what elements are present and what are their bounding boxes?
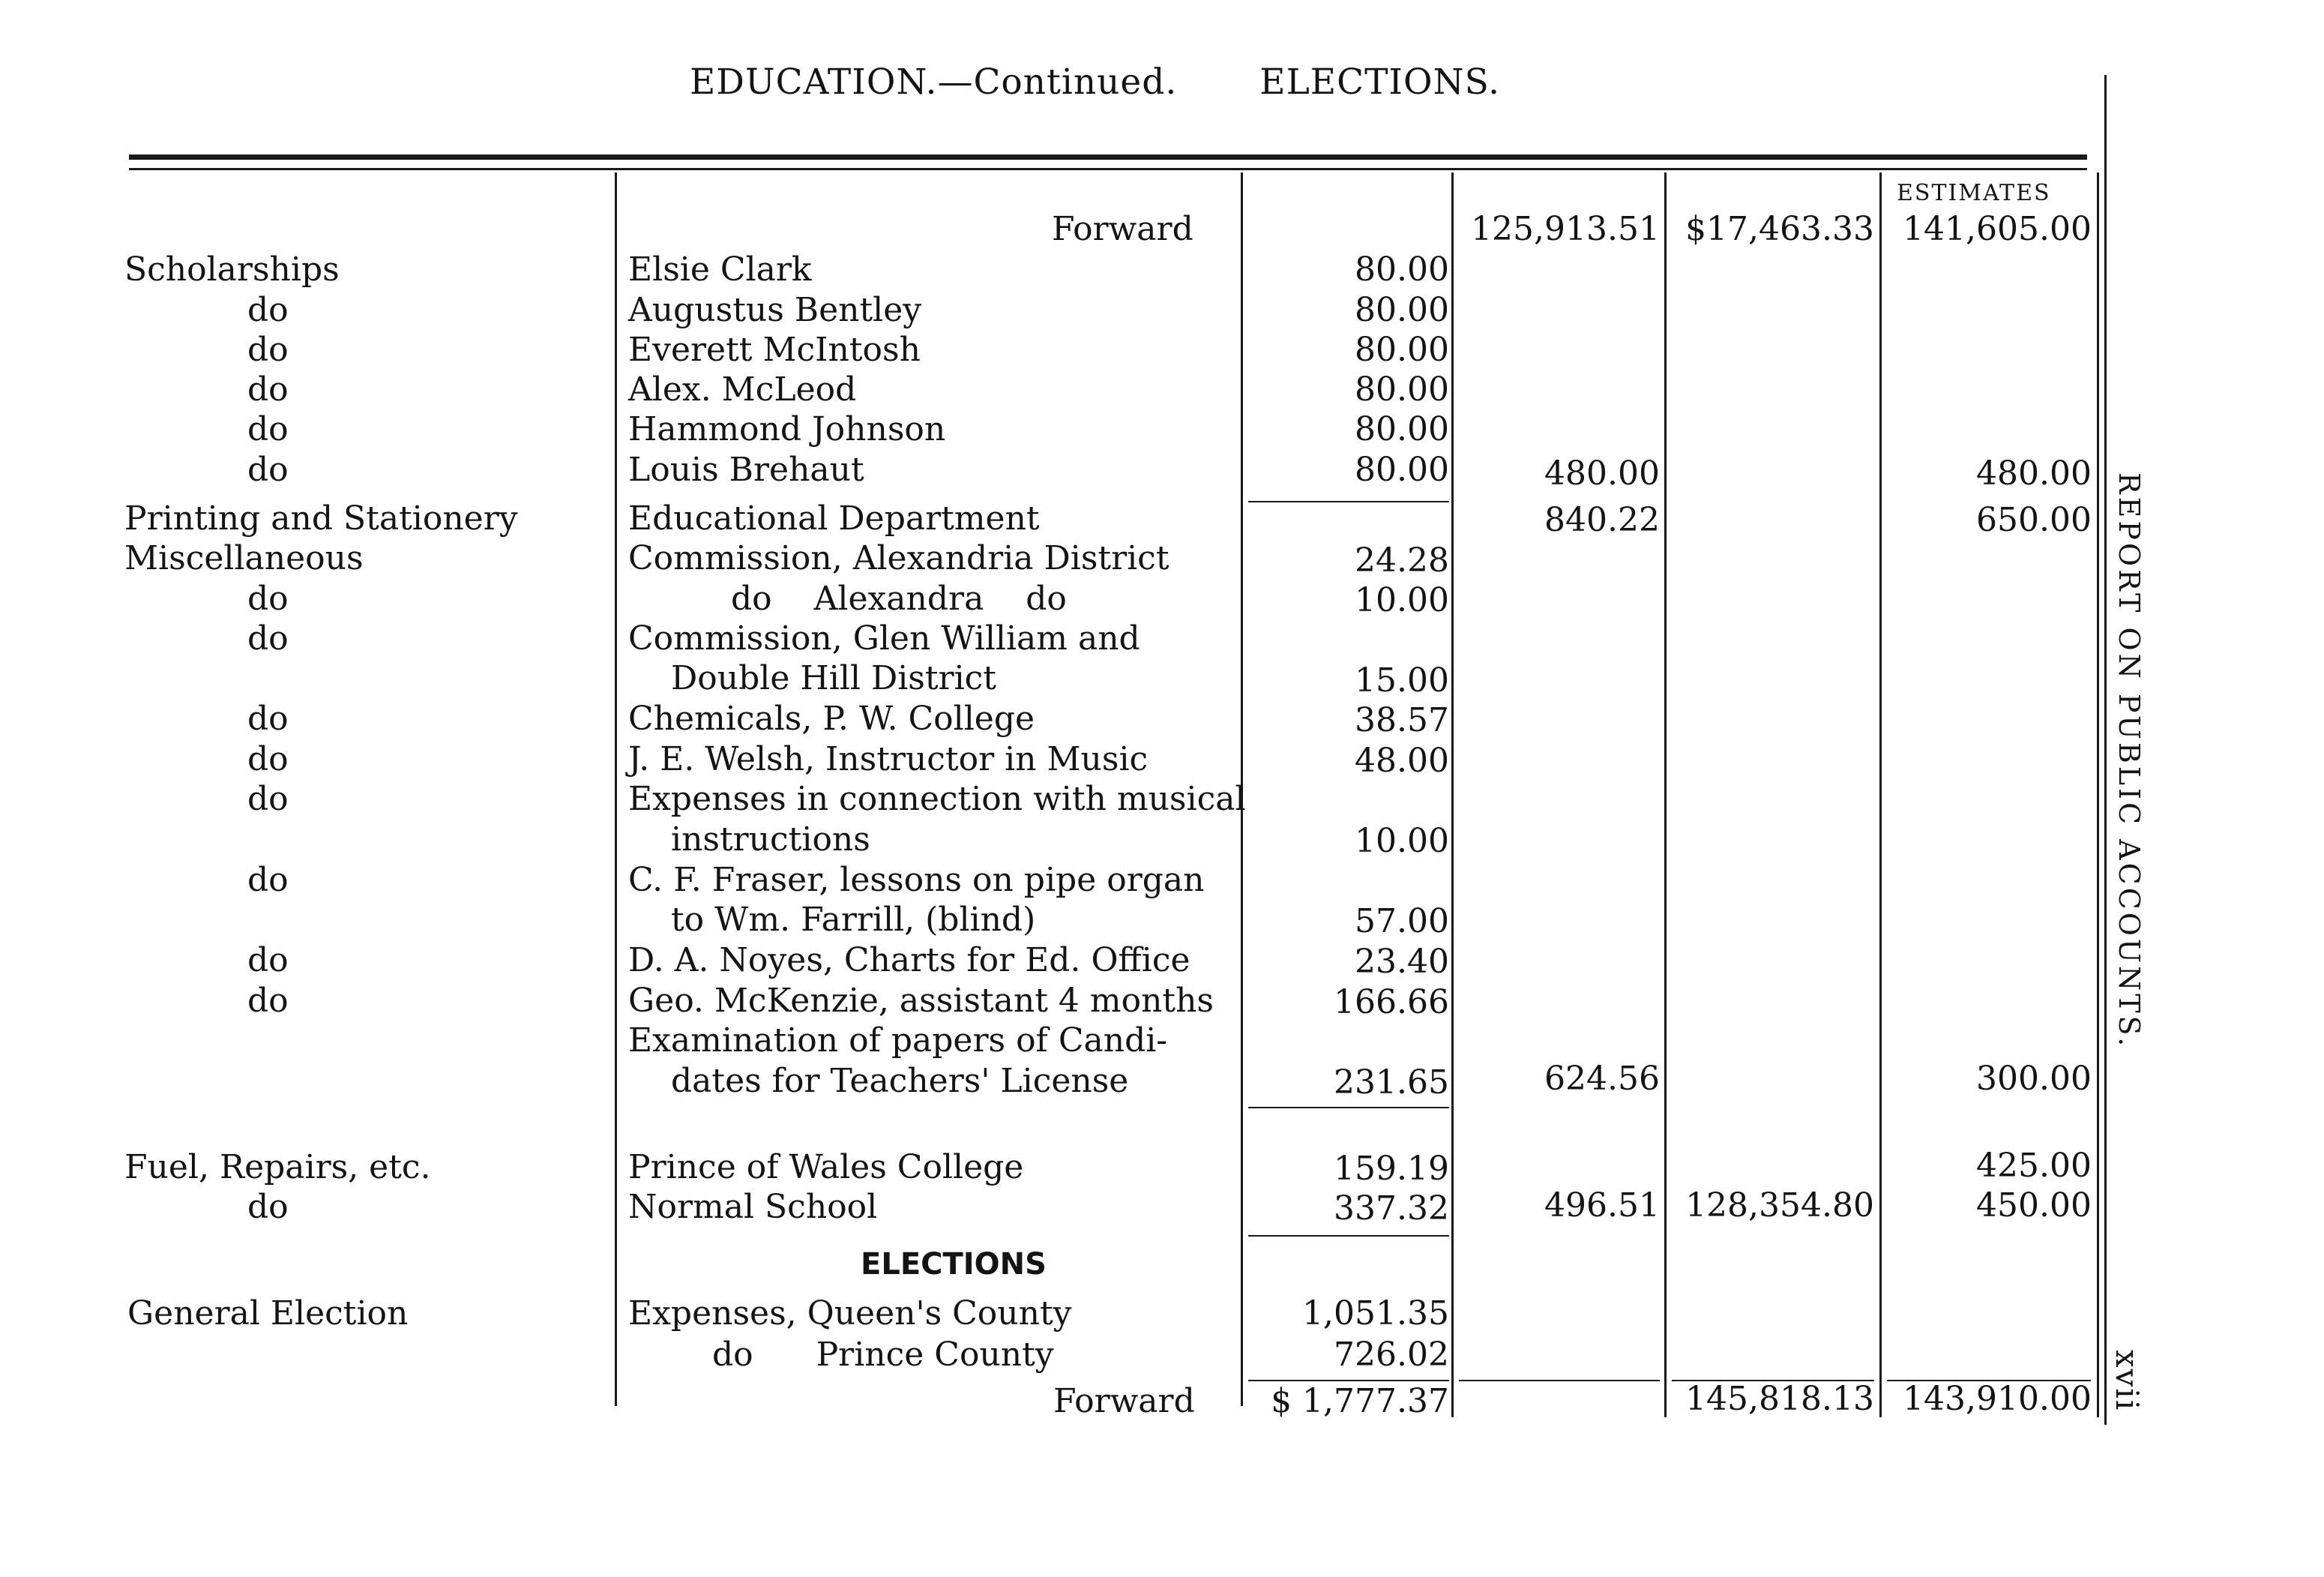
row-category: do (247, 451, 289, 489)
row-item: Examination of papers of Candi- (628, 1021, 1168, 1060)
forward-bottom-amount: $ 1,777.37 (1271, 1382, 1449, 1420)
row-item: Expenses in connection with musical (628, 780, 1246, 818)
row-amount: 80.00 (1355, 370, 1449, 409)
row-amount: 231.65 (1334, 1063, 1449, 1102)
subtotal-rule-3 (1248, 1235, 1449, 1237)
row-amount: 80.00 (1355, 250, 1449, 289)
row-category: Miscellaneous (124, 539, 364, 577)
election-item: Expenses, Queen's County (628, 1294, 1072, 1333)
row-item: Commission, Alexandria District (628, 539, 1169, 577)
row-category: do (247, 1188, 289, 1226)
row-amount: 80.00 (1355, 291, 1449, 329)
row-amount: 80.00 (1355, 331, 1449, 369)
forward-bottom-col5: 143,910.00 (1903, 1380, 2092, 1418)
header-title: EDUCATION.—Continued. (690, 61, 1178, 103)
forward-rule-amount (1248, 1380, 1449, 1381)
row-item: C. F. Fraser, lessons on pipe organ (628, 861, 1205, 899)
row-amount: 10.00 (1355, 822, 1449, 860)
row-amount: 57.00 (1355, 902, 1449, 940)
row-category: do (247, 740, 289, 778)
row-category: do (247, 941, 289, 979)
forward-top-col4: $17,463.33 (1685, 210, 1874, 248)
row-estimate: 480.00 (1976, 454, 2092, 493)
row-item-continued: instructions (671, 820, 870, 859)
column-divider-1 (615, 172, 617, 1406)
row-item-continued: dates for Teachers' License (671, 1062, 1129, 1100)
header-rule-thin (129, 168, 2087, 170)
row-total: 840.22 (1544, 501, 1660, 539)
row-category: do (247, 410, 289, 448)
forward-rule-col3 (1459, 1380, 1660, 1381)
row-item: do Alexandra do (731, 580, 1067, 618)
row-amount: 38.57 (1355, 701, 1449, 739)
estimates-heading: ESTIMATES (1897, 180, 2051, 206)
row-category: Fuel, Repairs, etc. (124, 1148, 431, 1186)
row-amount: 159.19 (1334, 1150, 1449, 1188)
row-category: do (247, 780, 289, 818)
row-item: Prince of Wales College (628, 1148, 1024, 1186)
column-divider-6 (2097, 172, 2099, 1417)
row-item-continued: Double Hill District (671, 659, 996, 697)
forward-top-label: Forward (1052, 210, 1193, 248)
election-amount: 726.02 (1334, 1336, 1449, 1374)
forward-bottom-label: Forward (1053, 1382, 1195, 1420)
header-rule-thick (129, 154, 2087, 160)
row-category: do (247, 861, 289, 899)
row-category: do (247, 619, 289, 658)
row-estimate: 425.00 (1976, 1147, 2092, 1185)
election-amount: 1,051.35 (1302, 1294, 1449, 1333)
row-estimate: 300.00 (1976, 1060, 2092, 1098)
subtotal-rule-1 (1248, 501, 1449, 502)
elections-heading: ELECTIONS (861, 1247, 1047, 1282)
forward-top-col3: 125,913.51 (1471, 210, 1660, 248)
row-category: Scholarships (124, 250, 340, 289)
row-item: Commission, Glen William and (628, 619, 1140, 658)
row-col4: 128,354.80 (1685, 1186, 1874, 1225)
row-estimate: 450.00 (1976, 1186, 2092, 1225)
row-item: Educational Department (628, 499, 1040, 538)
row-category: do (247, 580, 289, 618)
row-amount: 23.40 (1355, 943, 1449, 981)
forward-bottom-col4: 145,818.13 (1685, 1380, 1874, 1418)
side-running-title: REPORT ON PUBLIC ACCOUNTS. (2113, 472, 2146, 1050)
row-amount: 48.00 (1355, 742, 1449, 780)
row-category: Printing and Stationery (124, 499, 518, 538)
row-item: Alex. McLeod (628, 370, 857, 409)
row-item: Hammond Johnson (628, 410, 946, 448)
election-item: do Prince County (712, 1336, 1054, 1374)
row-item: Elsie Clark (628, 250, 812, 289)
row-amount: 15.00 (1355, 661, 1449, 700)
row-item: J. E. Welsh, Instructor in Music (628, 740, 1149, 778)
election-category: General Election (127, 1294, 409, 1333)
row-amount: 80.00 (1355, 410, 1449, 448)
row-total: 624.56 (1544, 1060, 1660, 1098)
row-category: do (247, 291, 289, 329)
forward-top-col5: 141,605.00 (1903, 210, 2092, 248)
row-item-continued: to Wm. Farrill, (blind) (671, 901, 1036, 939)
row-item: Augustus Bentley (628, 291, 922, 329)
row-category: do (247, 370, 289, 409)
row-item: Chemicals, P. W. College (628, 700, 1035, 738)
row-total: 480.00 (1544, 454, 1660, 493)
header-section: ELECTIONS. (1259, 61, 1501, 103)
row-item: Normal School (628, 1188, 878, 1226)
row-total: 496.51 (1544, 1186, 1660, 1225)
right-margin-rule (2104, 75, 2107, 1425)
column-divider-5 (1879, 172, 1882, 1417)
row-item: Louis Brehaut (628, 451, 864, 489)
row-amount: 10.00 (1355, 581, 1449, 619)
row-amount: 166.66 (1334, 983, 1449, 1021)
row-category: do (247, 331, 289, 369)
page-header (690, 61, 1500, 103)
row-category: do (247, 700, 289, 738)
row-estimate: 650.00 (1976, 501, 2092, 539)
row-amount: 337.32 (1334, 1189, 1449, 1228)
row-amount: 80.00 (1355, 451, 1449, 489)
row-category: do (247, 982, 289, 1020)
column-divider-3 (1451, 172, 1454, 1417)
column-divider-4 (1664, 172, 1667, 1417)
row-amount: 24.28 (1355, 541, 1449, 580)
row-item: Geo. McKenzie, assistant 4 months (628, 982, 1214, 1020)
subtotal-rule-2 (1248, 1107, 1449, 1108)
row-item: D. A. Noyes, Charts for Ed. Office (628, 941, 1190, 979)
page-number: xvii (2109, 1350, 2146, 1412)
row-item: Everett McIntosh (628, 331, 921, 369)
